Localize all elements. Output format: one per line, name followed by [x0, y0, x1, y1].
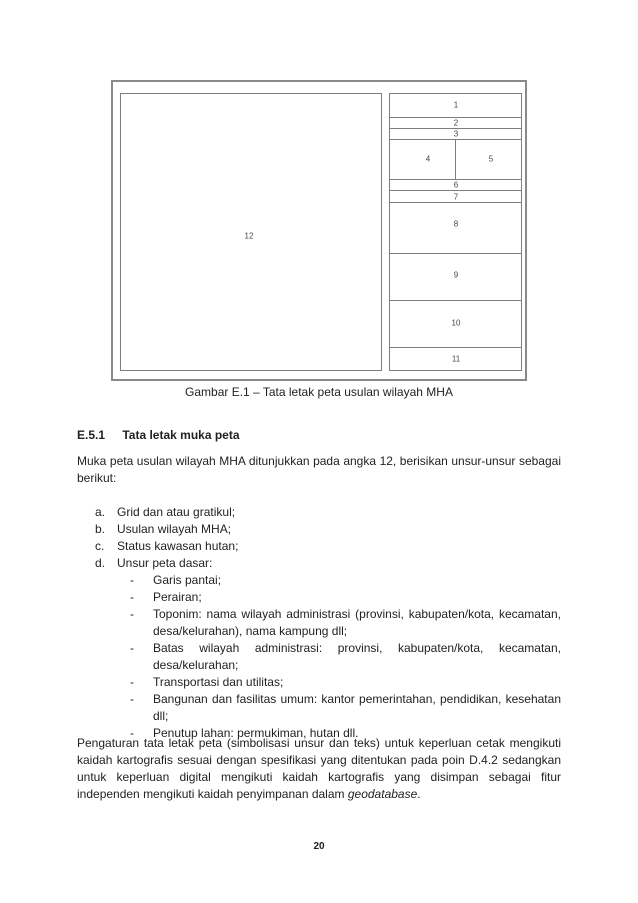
box-6: 6: [389, 179, 522, 191]
sublist-item: - Garis pantai;: [130, 573, 222, 587]
sublist-item: - Perairan;: [130, 590, 202, 604]
figure-caption: Gambar E.1 – Tata letak peta usulan wilayah MHA: [185, 385, 453, 399]
sublist-item: - Bangunan dan fasilitas umum: kantor pemerintahan, pendidikan, kesehatan dll;: [130, 692, 561, 723]
closing-paragraph: Pengaturan tata letak peta (simbolisasi unsur dan teks) untuk keperluan cetak mengikuti kaidah kartografis sesuai dengan spesifikasi yang ditentukan pada poin D.4.2 sedangkan untuk keperluan digital mengikuti kaidah kartografis yang disimpan sebagai fitur independen mengikuti kaidah penyimpanan dalam geodatabase.: [77, 736, 561, 801]
box-8: 8: [389, 202, 522, 254]
section-title: Tata letak muka peta: [122, 428, 240, 442]
sublist-item: - Toponim: nama wilayah administrasi (provinsi, kabupaten/kota, kecamatan, desa/kelurahan), nama kampung dll;: [130, 607, 561, 638]
list-item: b. Usulan wilayah MHA;: [95, 522, 232, 536]
box-2: 2: [389, 117, 522, 129]
element-list: [77, 504, 561, 742]
box-4: 4: [389, 139, 456, 180]
section-number: E.5.1: [77, 428, 106, 442]
section-heading: [77, 428, 240, 442]
page-number: 20: [313, 841, 325, 852]
geodatabase-term: geodatabase: [347, 787, 418, 801]
box-label-12: 12: [244, 231, 254, 241]
map-layout-diagram: [111, 80, 527, 381]
sublist-item: - Transportasi dan utilitas;: [130, 675, 284, 689]
sublist-item: - Penutup lahan: permukiman, hutan dll.: [130, 726, 359, 740]
box-7: 7: [389, 190, 522, 203]
sublist-item: - Batas wilayah administrasi: provinsi, kabupaten/kota, kecamatan, desa/kelurahan;: [130, 641, 561, 672]
list-item: d. Unsur peta dasar:: [95, 556, 213, 570]
box-1: 1: [389, 93, 522, 118]
box-5: 5: [455, 139, 522, 180]
intro-paragraph: Muka peta usulan wilayah MHA ditunjukkan pada angka 12, berisikan unsur-unsur sebagai berikut:: [77, 454, 561, 485]
box-9: 9: [389, 253, 522, 301]
list-item: c. Status kawasan hutan;: [95, 539, 239, 553]
box-3: 3: [389, 128, 522, 140]
map-face-box: [120, 93, 382, 371]
list-item: a. Grid dan atau gratikul;: [95, 505, 236, 519]
box-10: 10: [389, 300, 522, 348]
box-11: 11: [389, 347, 522, 371]
